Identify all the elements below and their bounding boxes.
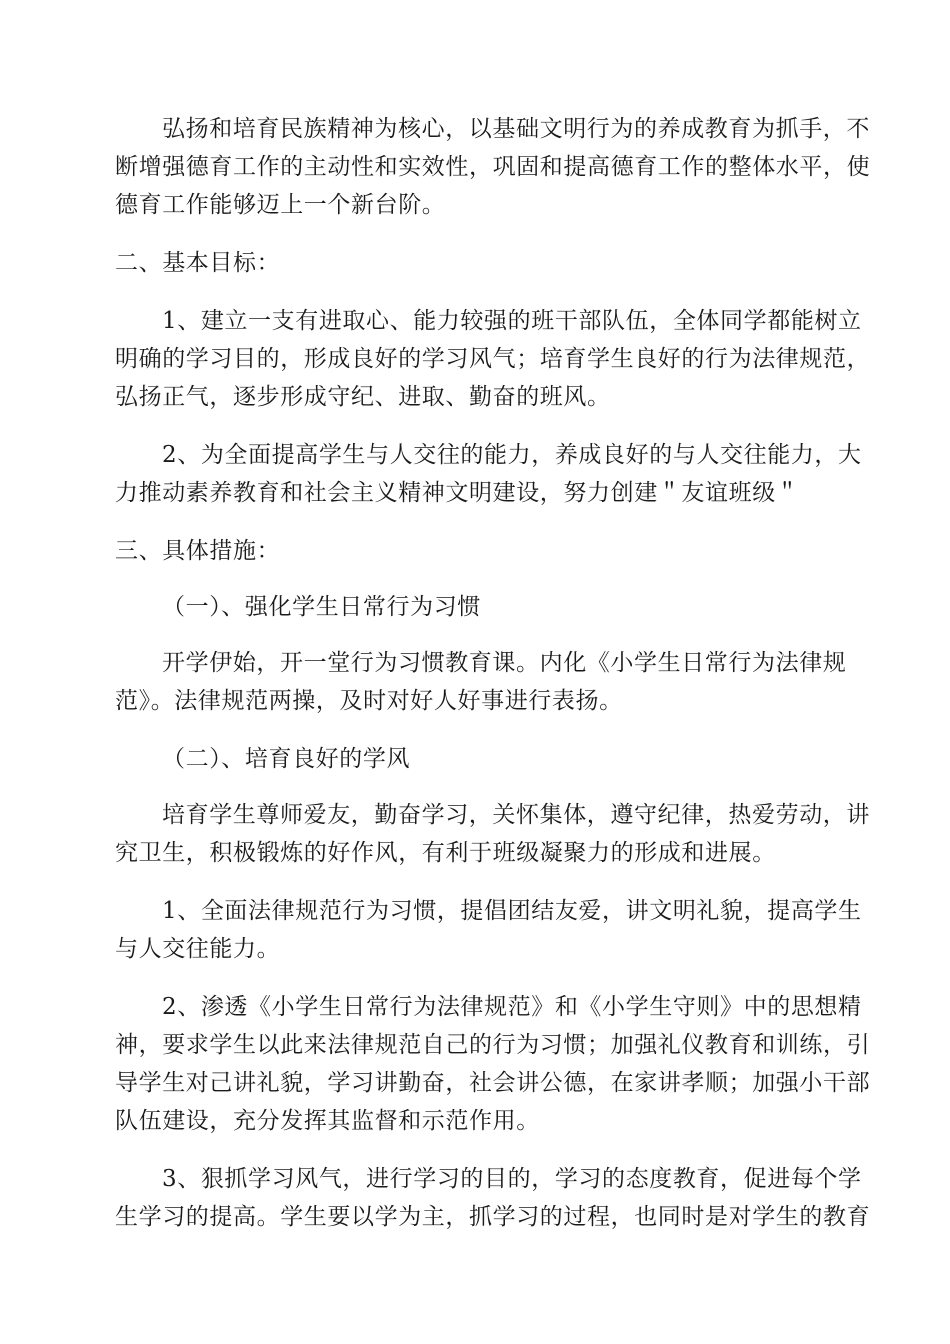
paragraph-line: 开学伊始，开一堂行为习惯教育课。内化《小学生日常行为法律规: [162, 650, 847, 676]
paragraph-line: 范》。法律规范两操，及时对好人好事进行表扬。: [115, 688, 623, 714]
paragraph-line: 究卫生，积极锻炼的好作风，有利于班级凝聚力的形成和进展。: [115, 840, 776, 866]
paragraph-line: 导学生对己讲礼貌，学习讲勤奋，社会讲公德，在家讲孝顺；加强小干部: [115, 1070, 871, 1096]
section-heading: 三、具体措施：: [115, 538, 281, 564]
paragraph-line: 培育学生尊师爱友，勤奋学习，关怀集体，遵守纪律，热爱劳动，讲: [162, 802, 870, 828]
paragraph-line: 2、为全面提高学生与人交往的能力，养成良好的与人交往能力，大: [162, 442, 862, 468]
paragraph-line: 神，要求学生以此来法律规范自己的行为习惯；加强礼仪教育和训练，引: [115, 1032, 871, 1058]
paragraph-line: 2、渗透《小学生日常行为法律规范》和《小学生守则》中的思想精: [162, 994, 862, 1020]
paragraph-line: 生学习的提高。学生要以学为主，抓学习的过程，也同时是对学生的教育: [115, 1204, 871, 1230]
subsection-heading: （一）、强化学生日常行为习惯: [162, 594, 481, 620]
paragraph-line: 3、狠抓学习风气，进行学习的目的，学习的态度教育，促进每个学: [162, 1166, 862, 1192]
paragraph-line: 弘扬和培育民族精神为核心，以基础文明行为的养成教育为抓手，不: [162, 116, 870, 142]
paragraph-line: 1、建立一支有进取心、能力较强的班干部队伍，全体同学都能树立: [162, 308, 862, 334]
paragraph-line: 弘扬正气，逐步形成守纪、进取、勤奋的班风。: [115, 384, 611, 410]
paragraph-line: 1、全面法律规范行为习惯，提倡团结友爱，讲文明礼貌，提高学生: [162, 898, 862, 924]
paragraph-line: 力推动素养教育和社会主义精神文明建设，努力创建＂友谊班级＂: [115, 480, 800, 506]
subsection-heading: （二）、培育良好的学风: [162, 746, 411, 772]
paragraph-line: 队伍建设，充分发挥其监督和示范作用。: [115, 1108, 540, 1134]
paragraph-line: 与人交往能力。: [115, 936, 281, 962]
paragraph-line: 德育工作能够迈上一个新台阶。: [115, 192, 446, 218]
paragraph-line: 明确的学习目的，形成良好的学习风气；培育学生良好的行为法律规范，: [115, 346, 871, 372]
paragraph-line: 断增强德育工作的主动性和实效性，巩固和提高德育工作的整体水平，使: [115, 154, 871, 180]
section-heading: 二、基本目标：: [115, 250, 281, 276]
